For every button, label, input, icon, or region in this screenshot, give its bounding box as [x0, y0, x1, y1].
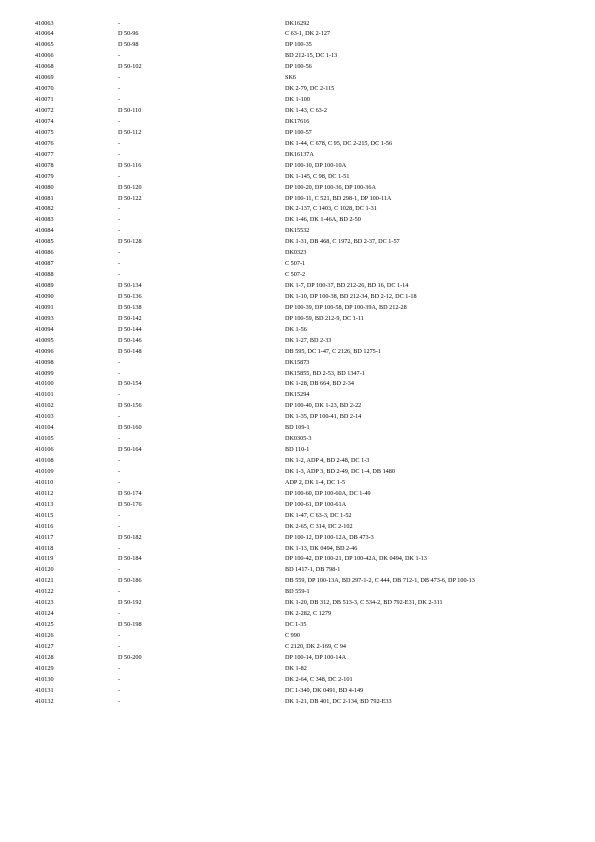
table-row	[0, 565, 595, 576]
table-row	[0, 554, 595, 565]
equivalent-code: -	[118, 511, 121, 519]
equivalent-code: D 50-146	[118, 336, 142, 344]
part-number: 410116	[35, 522, 54, 530]
reference-list: BD 1417-1, DB 798-1	[285, 566, 341, 574]
equivalent-code: D 50-128	[118, 238, 142, 246]
table-row	[0, 106, 595, 117]
part-number: 410113	[35, 500, 54, 508]
reference-list: DP 100-42, DP 100-21, DP 100-42A, DK 0494, DK 1-13	[285, 555, 427, 563]
part-number: 410125	[35, 621, 54, 629]
part-number: 410068	[35, 63, 54, 71]
table-row	[0, 128, 595, 139]
part-number: 410098	[35, 358, 54, 366]
reference-list: DK 2-137, C 1403, C 1028, DC 1-31	[285, 205, 377, 213]
reference-list: DP 100-56	[285, 63, 312, 71]
reference-list: DK 1-28, DB 664, BD 2-34	[285, 380, 354, 388]
reference-list: DK16292	[285, 19, 310, 27]
table-row	[0, 522, 595, 533]
reference-list: DP 100-39, DP 100-58, DP 100-39A, BD 212-28	[285, 303, 407, 311]
equivalent-code: -	[118, 522, 121, 530]
part-number: 410103	[35, 413, 54, 421]
part-number: 410082	[35, 205, 54, 213]
equivalent-code: -	[118, 96, 121, 104]
table-row	[0, 40, 595, 51]
equivalent-code: -	[118, 117, 121, 125]
part-number: 410104	[35, 424, 54, 432]
equivalent-code: -	[118, 610, 121, 618]
reference-list: C 63-1, DK 2-127	[285, 30, 331, 38]
part-number: 410117	[35, 533, 54, 541]
equivalent-code: D 50-98	[118, 41, 139, 49]
equivalent-code: -	[118, 686, 121, 694]
part-number: 410115	[35, 511, 54, 519]
reference-list: BD 110-1	[285, 446, 310, 454]
part-number: 410085	[35, 238, 54, 246]
reference-list: C 990	[285, 632, 300, 639]
equivalent-code: -	[118, 664, 121, 672]
table-row	[0, 84, 595, 95]
equivalent-code: D 50-148	[118, 347, 142, 355]
reference-list: DK17616	[285, 117, 310, 125]
reference-list: C 507-1	[285, 260, 306, 268]
table-row	[0, 598, 595, 609]
equivalent-code: -	[118, 478, 121, 486]
table-row	[0, 62, 595, 73]
equivalent-code: -	[118, 216, 121, 224]
table-row	[0, 544, 595, 555]
reference-list: DP 100-14, DP 100-14A	[285, 653, 347, 661]
table-row	[0, 150, 595, 161]
part-number: 410088	[35, 271, 54, 279]
reference-list: DK15873	[285, 358, 310, 366]
table-row	[0, 259, 595, 270]
reference-list: DK 1-44, C 678, C 95, DC 2-215, DC 1-56	[285, 139, 393, 147]
part-number: 410094	[35, 325, 54, 333]
equivalent-code: D 50-160	[118, 424, 142, 432]
reference-list: DK 1-3, ADP 3, BD 2-49, DC 1-4, DB 1480	[285, 467, 395, 475]
part-number: 410093	[35, 314, 54, 322]
table-row	[0, 314, 595, 325]
part-number: 410064	[35, 30, 54, 38]
table-row	[0, 325, 595, 336]
equivalent-code: -	[118, 74, 121, 82]
equivalent-code: -	[118, 566, 121, 574]
table-row	[0, 697, 595, 708]
equivalent-code: -	[118, 358, 121, 366]
table-row	[0, 215, 595, 226]
reference-list: DK0323	[285, 249, 307, 257]
equivalent-code: -	[118, 52, 121, 60]
equivalent-code: -	[118, 249, 121, 257]
table-row	[0, 29, 595, 40]
reference-list: ADP 2, DK 1-4, DC 1-5	[285, 478, 346, 486]
part-number: 410080	[35, 183, 54, 191]
equivalent-code: D 50-116	[118, 161, 142, 169]
reference-list: DK 2-65, C 314, DC 2-102	[285, 522, 353, 530]
part-number: 410121	[35, 577, 54, 585]
part-number: 410100	[35, 380, 54, 388]
part-number: 410108	[35, 457, 54, 464]
part-number: 410109	[35, 467, 54, 475]
table-row	[0, 434, 595, 445]
table-row	[0, 423, 595, 434]
part-number: 410128	[35, 653, 54, 661]
part-number: 410069	[35, 74, 54, 82]
table-row	[0, 401, 595, 412]
part-number: 410090	[35, 292, 54, 300]
part-number: 410079	[35, 172, 54, 180]
table-row	[0, 51, 595, 62]
table-row	[0, 500, 595, 511]
part-number: 410063	[35, 19, 54, 27]
reference-list: DB 559, DP 100-13A, BD 297-1-2, C 444, DB 712-1, DB 473-6, DP 100-13	[285, 577, 475, 585]
part-number: 410102	[35, 402, 54, 410]
reference-list: DB 595, DC 1-47, C 2126, BD 1275-1	[285, 347, 381, 355]
equivalent-code: D 50-164	[118, 446, 142, 454]
table-row	[0, 609, 595, 620]
part-number: 410087	[35, 260, 54, 268]
table-row	[0, 642, 595, 653]
table-row	[0, 172, 595, 183]
part-number: 410126	[35, 632, 54, 639]
reference-list: DK 1-20, DB 312, DB 513-3, C 534-2, BD 792-E31, DK 2-311	[285, 599, 443, 607]
equivalent-code: -	[118, 457, 121, 464]
equivalent-code: -	[118, 435, 121, 443]
part-number: 410101	[35, 391, 54, 399]
part-number: 410119	[35, 555, 54, 563]
reference-list: DK 1-31, DB 468, C 1972, BD 2-37, DC 1-57	[285, 238, 400, 246]
part-number: 410074	[35, 117, 54, 125]
table-row	[0, 467, 595, 478]
reference-list: DK 1-43, C 63-2	[285, 107, 327, 114]
table-row	[0, 19, 595, 30]
table-row	[0, 237, 595, 248]
table-row	[0, 445, 595, 456]
table-row	[0, 478, 595, 489]
part-number: 410105	[35, 435, 54, 443]
part-number: 410122	[35, 588, 54, 596]
equivalent-code: D 50-198	[118, 621, 142, 629]
table-row	[0, 533, 595, 544]
reference-list: SK6	[285, 74, 297, 82]
reference-list: DK 1-82	[285, 664, 307, 672]
table-row	[0, 248, 595, 259]
reference-list: DK 1-10, DP 100-38, BD 212-34, BD 2-12, DC 1-18	[285, 292, 417, 300]
table-row	[0, 117, 595, 128]
reference-list: DP 100-60, DP 100-60A, DC 1-49	[285, 489, 371, 497]
reference-list: DK 1-145, C 98, DC 1-51	[285, 172, 350, 180]
table-row	[0, 194, 595, 205]
reference-list: DP 100-10, DP 100-10A	[285, 161, 347, 169]
part-number: 410075	[35, 128, 54, 136]
reference-list: DP 100-61, DP 100-61A	[285, 500, 347, 508]
part-number: 410112	[35, 489, 54, 497]
equivalent-code: D 50-156	[118, 402, 142, 410]
equivalent-code: -	[118, 675, 121, 683]
equivalent-code: -	[118, 227, 121, 235]
equivalent-code: -	[118, 205, 121, 213]
equivalent-code: -	[118, 85, 121, 93]
reference-list: C 507-2	[285, 271, 306, 279]
equivalent-code: -	[118, 467, 121, 475]
part-number: 410120	[35, 566, 54, 574]
table-row	[0, 139, 595, 150]
equivalent-code: D 50-186	[118, 577, 142, 585]
table-row	[0, 336, 595, 347]
part-number: 410083	[35, 216, 54, 224]
reference-list: DP 100-12, DP 100-12A, DB 473-3	[285, 533, 374, 541]
table-row	[0, 161, 595, 172]
equivalent-code: D 50-120	[118, 183, 142, 191]
part-number: 410081	[35, 194, 54, 202]
reference-list: DK15294	[285, 391, 310, 399]
table-row	[0, 95, 595, 106]
table-row	[0, 226, 595, 237]
reference-list: DK 1-7, DP 100-37, BD 212-26, BD 16, DC 1-14	[285, 282, 409, 289]
part-number: 410129	[35, 664, 54, 672]
part-number: 410096	[35, 347, 54, 355]
part-number: 410131	[35, 686, 54, 694]
equivalent-code: D 50-136	[118, 292, 142, 300]
equivalent-code: -	[118, 544, 121, 552]
table-row	[0, 620, 595, 631]
reference-list: DK 1-2, ADP 4, BD 2-48, DC 1-3	[285, 457, 370, 464]
equivalent-code: D 50-134	[118, 282, 142, 289]
table-row	[0, 511, 595, 522]
table-row	[0, 379, 595, 390]
part-number: 410099	[35, 369, 54, 377]
equivalent-code: D 50-182	[118, 533, 142, 541]
equivalent-code: D 50-176	[118, 500, 142, 508]
reference-list: DP 100-40, DK 1-23, BD 2-22	[285, 402, 362, 410]
table-row	[0, 631, 595, 642]
part-number: 410123	[35, 599, 54, 607]
part-number: 410110	[35, 478, 54, 486]
equivalent-code: -	[118, 19, 121, 27]
reference-list: DK 1-21, DB 401, DC 2-134, BD 792-E33	[285, 697, 392, 705]
equivalent-code: -	[118, 271, 121, 279]
table-row	[0, 347, 595, 358]
equivalent-code: D 50-96	[118, 30, 139, 38]
equivalent-code: D 50-200	[118, 653, 142, 661]
equivalent-code: -	[118, 369, 121, 377]
reference-list: DP 100-59, BD 212-9, DC 1-11	[285, 314, 364, 322]
equivalent-code: -	[118, 697, 121, 705]
equivalent-code: D 50-110	[118, 107, 142, 114]
reference-list: DK 2-79, DC 2-115	[285, 85, 335, 93]
reference-list: BD 109-1	[285, 424, 310, 432]
reference-list: DK15855, BD 2-53, BD 1347-1	[285, 369, 365, 377]
part-number: 410078	[35, 161, 54, 169]
cross-reference-table	[0, 19, 595, 708]
part-number: 410084	[35, 227, 54, 235]
part-number: 410089	[35, 282, 54, 289]
part-number: 410072	[35, 107, 54, 114]
table-row	[0, 412, 595, 423]
reference-list: DP 100-11, C 521, BD 298-1, DP 100-11A	[285, 194, 392, 202]
reference-list: DP 100-35	[285, 41, 312, 49]
table-row	[0, 369, 595, 380]
part-number: 410095	[35, 336, 54, 344]
equivalent-code: -	[118, 260, 121, 268]
equivalent-code: D 50-174	[118, 489, 142, 497]
equivalent-code: -	[118, 632, 121, 639]
table-row	[0, 489, 595, 500]
part-number: 410132	[35, 697, 54, 705]
equivalent-code: -	[118, 588, 121, 596]
equivalent-code: D 50-112	[118, 128, 142, 136]
part-number: 410077	[35, 150, 54, 158]
table-row	[0, 653, 595, 664]
reference-list: DK 1-47, C 63-3, DC 1-52	[285, 511, 352, 519]
table-row	[0, 292, 595, 303]
equivalent-code: -	[118, 172, 121, 180]
part-number: 410076	[35, 139, 54, 147]
part-number: 410071	[35, 96, 54, 104]
part-number: 410106	[35, 446, 54, 454]
table-row	[0, 686, 595, 697]
equivalent-code: D 50-102	[118, 63, 142, 71]
equivalent-code: D 50-138	[118, 303, 142, 311]
table-row	[0, 270, 595, 281]
table-row	[0, 73, 595, 84]
table-row	[0, 675, 595, 686]
part-number: 410070	[35, 85, 54, 93]
part-number: 410065	[35, 41, 54, 49]
part-number: 410086	[35, 249, 54, 257]
equivalent-code: D 50-142	[118, 314, 142, 322]
table-row	[0, 587, 595, 598]
reference-list: DK 1-100	[285, 96, 310, 104]
reference-list: DK 1-27, BD 2-33	[285, 336, 332, 344]
reference-list: BD 559-1	[285, 588, 310, 596]
reference-list: DK 1-46, DK 1-46A, BD 2-50	[285, 216, 361, 224]
table-row	[0, 456, 595, 467]
table-row	[0, 358, 595, 369]
reference-list: BD 212-15, DC 1-13	[285, 52, 338, 60]
reference-list: DK15532	[285, 227, 310, 235]
part-number: 410127	[35, 642, 54, 650]
reference-list: DK 1-13, DK 0494, BD 2-46	[285, 544, 358, 552]
reference-list: DK 1-35, DP 100-41, BD 2-14	[285, 413, 362, 421]
table-row	[0, 204, 595, 215]
reference-list: DK 2-282, C 1279	[285, 610, 332, 618]
table-row	[0, 281, 595, 292]
part-number: 410091	[35, 303, 54, 311]
reference-list: DK16137A	[285, 150, 314, 158]
equivalent-code: D 50-144	[118, 325, 142, 333]
reference-list: DK0305-3	[285, 435, 312, 443]
equivalent-code: D 50-184	[118, 555, 142, 563]
table-row	[0, 664, 595, 675]
part-number: 410130	[35, 675, 54, 683]
equivalent-code: -	[118, 150, 121, 158]
equivalent-code: D 50-192	[118, 599, 142, 607]
equivalent-code: -	[118, 139, 121, 147]
part-number: 410118	[35, 544, 54, 552]
reference-list: DP 100-20, DP 100-36, DP 100-36A	[285, 183, 376, 191]
reference-list: DC 1-35	[285, 621, 307, 629]
equivalent-code: -	[118, 391, 121, 399]
equivalent-code: -	[118, 413, 121, 421]
part-number: 410066	[35, 52, 54, 60]
reference-list: DK 1-56	[285, 325, 307, 333]
table-row	[0, 390, 595, 401]
equivalent-code: D 50-154	[118, 380, 142, 388]
table-row	[0, 576, 595, 587]
reference-list: C 2120, DK 2-169, C 94	[285, 642, 347, 650]
table-row	[0, 183, 595, 194]
equivalent-code: -	[118, 642, 121, 650]
reference-list: DK 2-64, C 348, DC 2-101	[285, 675, 353, 683]
equivalent-code: D 50-122	[118, 194, 142, 202]
reference-list: DP 100-57	[285, 128, 312, 136]
table-row	[0, 303, 595, 314]
part-number: 410124	[35, 610, 54, 618]
reference-list: DC 1-340, DK 0491, BD 4-149	[285, 686, 364, 694]
